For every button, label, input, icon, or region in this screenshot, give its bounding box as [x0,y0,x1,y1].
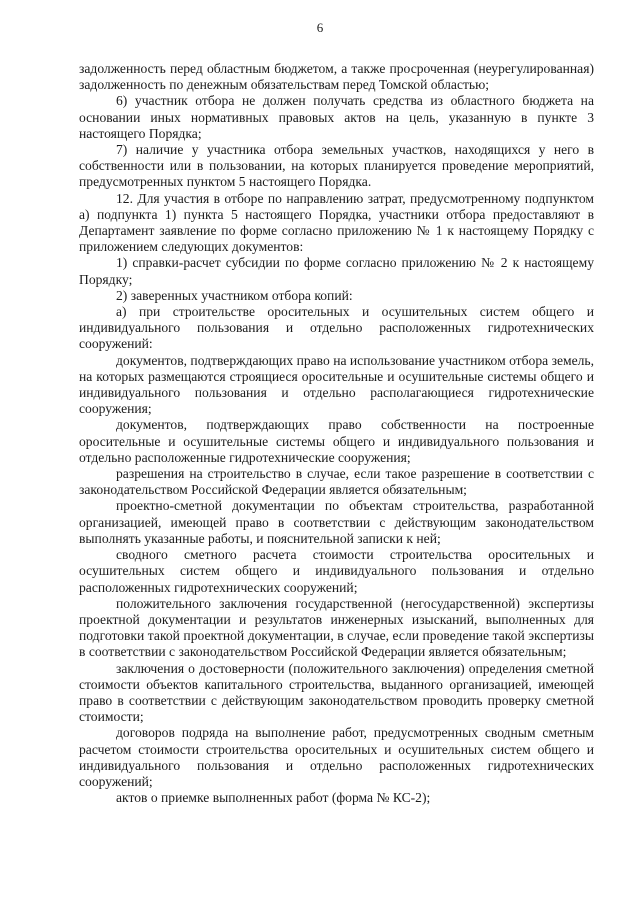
paragraph: проектно-сметной документации по объектам строительства, разработанной организацией, имеющей право в соответствии с действующим законодательством выполнять указанные работы, и пояснительной записки к ней; [79,498,594,546]
paragraph: 7) наличие у участника отбора земельных участков, находящихся у него в собственности или в пользовании, на которых планируется проведение мероприятий, предусмотренных пунктом 5 настоящего Порядка. [79,142,594,190]
paragraph: 2) заверенных участником отбора копий: [116,287,353,303]
paragraph: а) при строительстве оросительных и осушительных систем общего и индивидуального пользования и отдельно расположенных гидротехнических сооружений: [79,304,594,352]
paragraph: документов, подтверждающих право на использование участником отбора земель, на которых размещаются строящиеся оросительные и осушительные системы общего и индивидуального пользования и отдельно располагающиеся гидротехнические сооружения; [79,352,594,417]
paragraph: 12. Для участия в отборе по направлению затрат, предусмотренному подпунктом а) подпункта 1) пункта 5 настоящего Порядка, участники отбора предоставляют в Департамент заявление по форме согласно приложению № 1 к настоящему Порядку с приложением следующих документов: [79,190,594,255]
paragraph: актов о приемке выполненных работ (форма № КС-2); [116,790,431,806]
paragraph: разрешения на строительство в случае, если такое разрешение в соответствии с законодательством Российской Федерации является обязательным; [79,466,594,498]
paragraph: сводного сметного расчета стоимости строительства оросительных и осушительных систем общего и индивидуального пользования и отдельно расположенных гидротехнических сооружений; [79,547,594,595]
page-number: 6 [316,20,324,35]
document-body [79,61,594,806]
paragraph: 1) справки-расчет субсидии по форме согласно приложению № 2 к настоящему Порядку; [79,255,594,287]
paragraph: 6) участник отбора не должен получать средства из областного бюджета на основании иных нормативных правовых актов на цель, указанную в пункте 3 настоящего Порядка; [79,93,594,141]
paragraph: заключения о достоверности (положительного заключения) определения сметной стоимости объектов капитального строительства, выданного организацией, имеющей право в соответствии с действующим законодательством проводить проверку сметной стоимости; [79,660,594,725]
paragraph: задолженность перед областным бюджетом, а также просроченная (неурегулированная) задолженность по денежным обязательствам перед Томской областью; [79,61,594,93]
paragraph: положительного заключения государственной (негосударственной) экспертизы проектной документации и результатов инженерных изысканий, выполненных для подготовки такой проектной документации, в случае, если проведение такой экспертизы в соответствии с законодательством Российской Федерации является обязательным; [79,595,594,660]
paragraph: документов, подтверждающих право собственности на построенные оросительные и осушительные системы общего и индивидуального пользования и отдельно расположенные гидротехнические сооружения; [79,417,594,465]
paragraph: договоров подряда на выполнение работ, предусмотренных сводным сметным расчетом стоимости строительства оросительных и осушительных систем общего и индивидуального пользования и отдельно расположенных гидротехнических сооружений; [79,725,594,789]
